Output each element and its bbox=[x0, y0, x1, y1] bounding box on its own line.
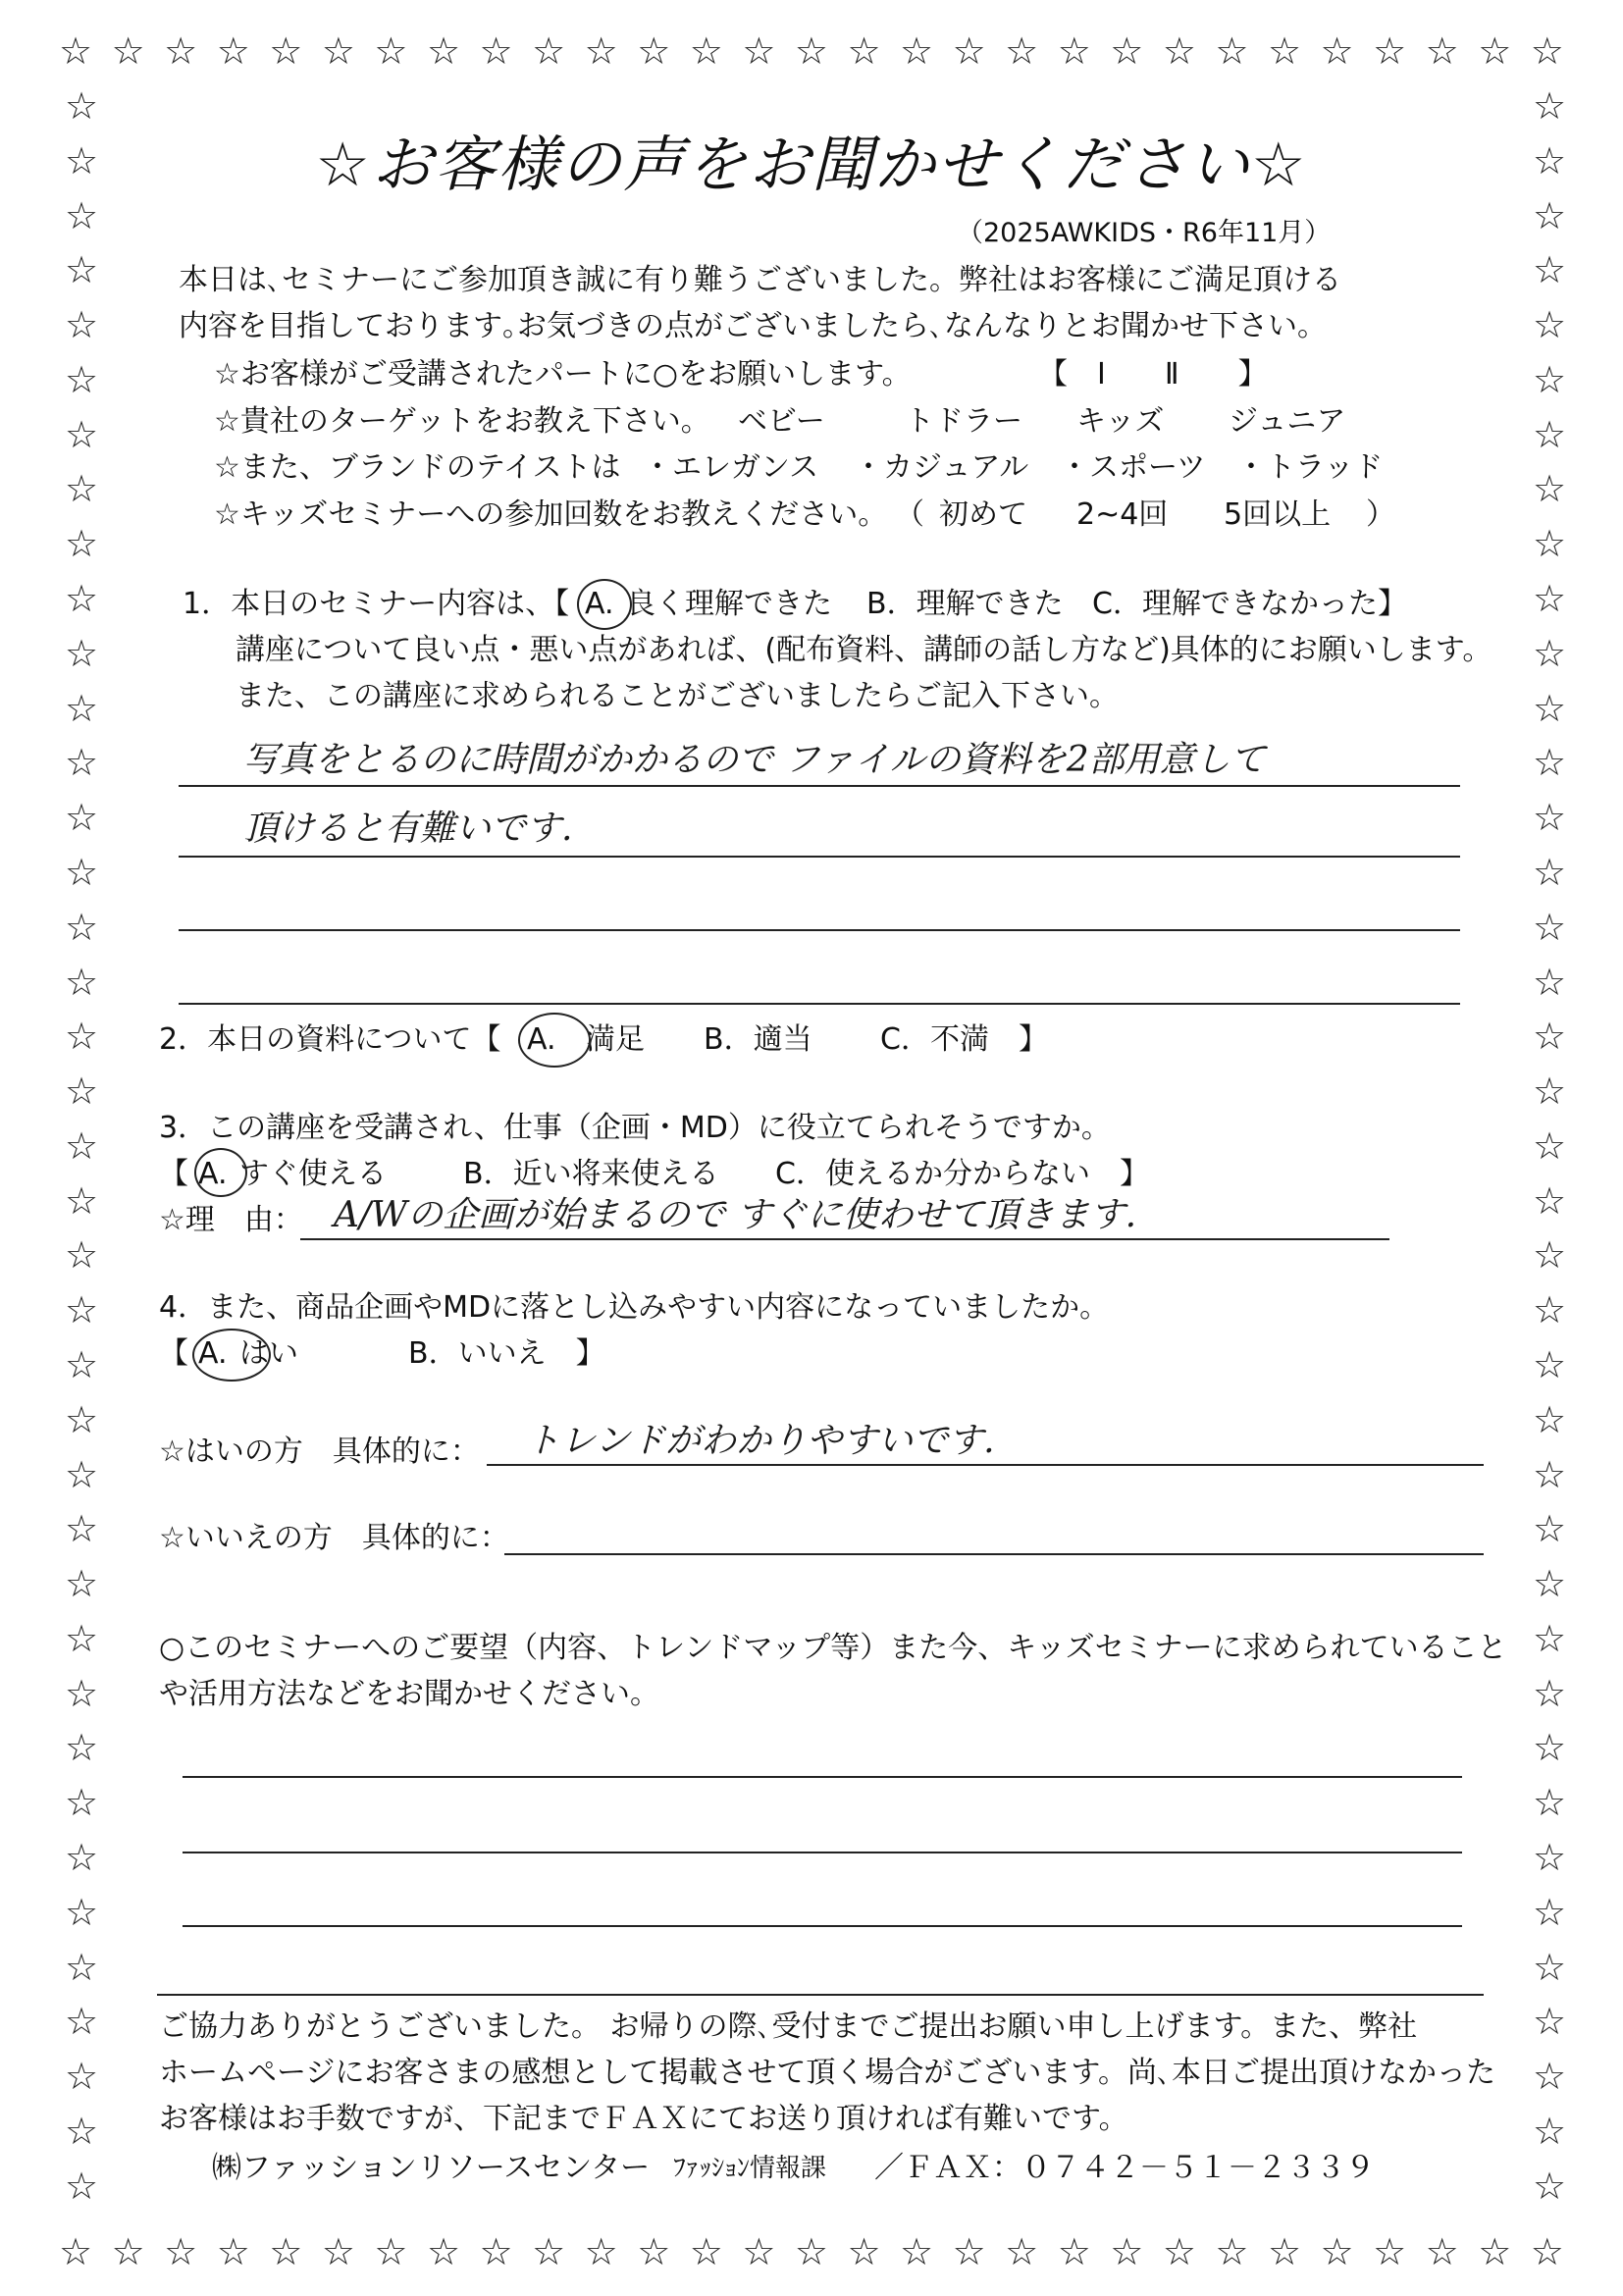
star-icon: ☆ bbox=[1533, 357, 1567, 401]
star-icon: ☆ bbox=[65, 303, 99, 347]
star-icon: ☆ bbox=[1533, 1945, 1567, 1989]
star-icon: ☆ bbox=[479, 2230, 513, 2273]
star-icon: ☆ bbox=[65, 1288, 99, 1332]
star-icon: ☆ bbox=[1005, 29, 1039, 73]
star-icon: ☆ bbox=[65, 2055, 99, 2099]
star-icon: ☆ bbox=[532, 29, 566, 73]
q1-answer-rule-2 bbox=[179, 856, 1460, 858]
star-icon: ☆ bbox=[1533, 467, 1567, 511]
star-icon: ☆ bbox=[1533, 741, 1567, 785]
target-option-baby[interactable]: ベビー bbox=[738, 404, 825, 439]
star-icon: ☆ bbox=[1533, 84, 1567, 128]
q4-question: 4．また、商品企画やMDに落とし込みやすい内容になっていましたか。 bbox=[159, 1290, 1110, 1325]
q5-line-1: ○このセミナーへのご要望（内容、トレンドマップ等）また今、キッズセミナーに求められていること bbox=[159, 1631, 1507, 1665]
star-icon: ☆ bbox=[65, 1507, 99, 1551]
star-icon: ☆ bbox=[1533, 412, 1567, 456]
star-icon: ☆ bbox=[1533, 1671, 1567, 1715]
star-icon: ☆ bbox=[65, 1890, 99, 1934]
part-options[interactable]: 【 Ⅰ Ⅱ 】 bbox=[1038, 357, 1268, 391]
star-icon: ☆ bbox=[59, 29, 93, 73]
star-icon: ☆ bbox=[1215, 2230, 1249, 2273]
star-icon: ☆ bbox=[1533, 1836, 1567, 1879]
intro-line-1: 本日は､セミナーにご参加頂き誠に有り難うございました。弊社はお客様にご満足頂ける bbox=[179, 263, 1341, 297]
q3-reason-label: ☆理 由： bbox=[159, 1203, 303, 1237]
star-icon: ☆ bbox=[1057, 2230, 1091, 2273]
star-icon: ☆ bbox=[742, 29, 776, 73]
q4-selected-circle bbox=[192, 1329, 271, 1382]
star-icon: ☆ bbox=[689, 2230, 723, 2273]
star-icon: ☆ bbox=[1533, 1397, 1567, 1441]
star-icon: ☆ bbox=[1533, 1781, 1567, 1825]
star-icon: ☆ bbox=[269, 2230, 303, 2273]
star-icon: ☆ bbox=[65, 2164, 99, 2208]
star-icon: ☆ bbox=[374, 29, 408, 73]
count-open-paren: （ bbox=[895, 497, 924, 532]
footer-divider bbox=[157, 1994, 1484, 1996]
star-icon: ☆ bbox=[65, 1178, 99, 1223]
star-icon: ☆ bbox=[426, 29, 461, 73]
star-icon: ☆ bbox=[847, 2230, 881, 2273]
q1-answer-line-1[interactable]: 写真をとるのに時間がかかるので ファイルの資料を2部用意して bbox=[243, 740, 1266, 780]
star-icon: ☆ bbox=[1478, 29, 1512, 73]
footer-line-2: ホームページにお客さまの感想として掲載させて頂く場合がございます。尚､本日ご提出頂けなかった bbox=[159, 2056, 1495, 2090]
q3-selected-circle bbox=[194, 1148, 247, 1197]
taste-options bbox=[643, 448, 1383, 488]
star-icon: ☆ bbox=[1267, 2230, 1302, 2273]
star-icon: ☆ bbox=[1533, 1616, 1567, 1660]
star-icon: ☆ bbox=[65, 193, 99, 237]
count-question: ☆キッズセミナーへの参加回数をお教えください。 bbox=[214, 497, 888, 532]
q1-option-b[interactable]: B．理解できた bbox=[866, 587, 1064, 621]
q2-prefix: 2．本日の資料について【 bbox=[159, 1022, 501, 1057]
star-icon: ☆ bbox=[1373, 29, 1407, 73]
q3-question: 3．この講座を受講され、仕事（企画・MD）に役立てられそうですか。 bbox=[159, 1111, 1111, 1145]
star-icon: ☆ bbox=[1320, 2230, 1354, 2273]
star-icon: ☆ bbox=[584, 29, 618, 73]
q1-line-3: また、この講座に求められることがございましたらご記入下さい。 bbox=[236, 679, 1119, 713]
q1-line-2: 講座について良い点・悪い点があれば、(配布資料、講師の話し方など)具体的にお願いします。 bbox=[236, 633, 1492, 667]
star-icon: ☆ bbox=[65, 1342, 99, 1386]
star-icon: ☆ bbox=[1162, 2230, 1196, 2273]
q4-no-label: ☆いいえの方 具体的に： bbox=[159, 1521, 509, 1555]
count-option-5plus[interactable]: 5回以上 bbox=[1224, 497, 1332, 532]
star-icon: ☆ bbox=[1320, 29, 1354, 73]
star-icon: ☆ bbox=[111, 29, 145, 73]
q4-open-bracket: 【 bbox=[159, 1336, 188, 1371]
q4-yes-answer[interactable]: トレンドがわかりやすいです. bbox=[525, 1421, 995, 1461]
star-icon: ☆ bbox=[164, 2230, 198, 2273]
star-icon: ☆ bbox=[900, 2230, 934, 2273]
star-icon: ☆ bbox=[65, 248, 99, 292]
star-icon: ☆ bbox=[374, 2230, 408, 2273]
star-icon: ☆ bbox=[1533, 905, 1567, 949]
star-icon: ☆ bbox=[1110, 29, 1144, 73]
star-icon: ☆ bbox=[794, 29, 828, 73]
star-icon: ☆ bbox=[1530, 2230, 1564, 2273]
q5-line-2: や活用方法などをお聞かせください。 bbox=[159, 1677, 659, 1711]
taste-option-casual[interactable]: ・カジュアル bbox=[854, 450, 1029, 485]
star-icon: ☆ bbox=[65, 467, 99, 511]
star-icon: ☆ bbox=[1533, 303, 1567, 347]
star-icon: ☆ bbox=[479, 29, 513, 73]
company-name: ㈱ファッションリソースセンター bbox=[212, 2151, 651, 2185]
star-icon: ☆ bbox=[65, 577, 99, 621]
star-icon: ☆ bbox=[1533, 248, 1567, 292]
star-icon: ☆ bbox=[1533, 522, 1567, 566]
q1-question bbox=[183, 585, 1407, 624]
star-icon: ☆ bbox=[1533, 1726, 1567, 1770]
star-icon: ☆ bbox=[1530, 29, 1564, 73]
q2-option-b[interactable]: B．適当 bbox=[704, 1022, 812, 1057]
star-icon: ☆ bbox=[65, 850, 99, 894]
star-icon: ☆ bbox=[1057, 29, 1091, 73]
intro-line-2: 内容を目指しております｡お気づきの点がございましたら､なんなりとお聞かせ下さい。 bbox=[179, 309, 1327, 343]
taste-option-sports[interactable]: ・スポーツ bbox=[1060, 450, 1206, 485]
star-icon: ☆ bbox=[65, 1233, 99, 1278]
department-name: ﾌｧｯｼｮﾝ情報課 bbox=[673, 2154, 827, 2183]
star-icon: ☆ bbox=[65, 631, 99, 675]
page-title: ☆お客様の声をお聞かせください☆ bbox=[315, 129, 1308, 200]
star-icon: ☆ bbox=[1533, 1178, 1567, 1223]
q4-option-a[interactable]: A. bbox=[198, 1336, 228, 1371]
target-option-kids[interactable]: キッズ bbox=[1076, 404, 1165, 439]
target-option-junior[interactable]: ジュニア bbox=[1229, 404, 1346, 439]
star-icon: ☆ bbox=[1533, 193, 1567, 237]
taste-option-elegance[interactable]: ・エレガンス bbox=[643, 450, 819, 485]
q3-option-b[interactable]: B．近い将来使える bbox=[463, 1157, 719, 1191]
q4-yes-label: ☆はいの方 具体的に： bbox=[159, 1435, 480, 1469]
star-icon: ☆ bbox=[1215, 29, 1249, 73]
star-icon: ☆ bbox=[164, 29, 198, 73]
star-icon: ☆ bbox=[1533, 686, 1567, 730]
star-icon: ☆ bbox=[1533, 1562, 1567, 1606]
star-border-left bbox=[65, 86, 108, 2206]
part-question: ☆お客様がご受講されたパートに○をお願いします。 bbox=[214, 357, 912, 391]
count-option-2-4[interactable]: 2~4回 bbox=[1076, 497, 1169, 532]
star-icon: ☆ bbox=[65, 1836, 99, 1879]
star-icon: ☆ bbox=[65, 1726, 99, 1770]
star-icon: ☆ bbox=[65, 412, 99, 456]
star-icon: ☆ bbox=[637, 2230, 671, 2273]
q1-answer-rule-3 bbox=[179, 929, 1460, 931]
star-icon: ☆ bbox=[1478, 2230, 1512, 2273]
count-close-paren: ） bbox=[1366, 497, 1395, 532]
star-icon: ☆ bbox=[65, 1015, 99, 1059]
star-icon: ☆ bbox=[65, 796, 99, 840]
q1-answer-rule-1 bbox=[179, 785, 1460, 787]
target-option-toddler[interactable]: トドラー bbox=[905, 404, 1022, 439]
star-icon: ☆ bbox=[847, 29, 881, 73]
star-icon: ☆ bbox=[1533, 960, 1567, 1004]
star-icon: ☆ bbox=[742, 2230, 776, 2273]
star-icon: ☆ bbox=[65, 1945, 99, 1989]
star-icon: ☆ bbox=[1533, 1288, 1567, 1332]
star-icon: ☆ bbox=[426, 2230, 461, 2273]
q1-answer-line-2[interactable]: 頂けると有難いです. bbox=[243, 809, 573, 849]
star-icon: ☆ bbox=[269, 29, 303, 73]
star-icon: ☆ bbox=[1533, 2164, 1567, 2208]
star-icon: ☆ bbox=[216, 2230, 250, 2273]
star-icon: ☆ bbox=[65, 1671, 99, 1715]
footer-line-3: お客様はお手数ですが、下記までＦＡＸにてお送り頂ければ有難いです。 bbox=[159, 2102, 1128, 2136]
star-icon: ☆ bbox=[65, 1397, 99, 1441]
star-icon: ☆ bbox=[59, 2230, 93, 2273]
fax-number: ／ＦＡＸ：０７４２－５１－２３３９ bbox=[874, 2151, 1375, 2185]
taste-question: ☆また、ブランドのテイストは bbox=[214, 450, 621, 485]
q3-open-bracket: 【 bbox=[159, 1157, 188, 1191]
star-icon: ☆ bbox=[532, 2230, 566, 2273]
q5-answer-rule-1 bbox=[183, 1776, 1462, 1778]
star-icon: ☆ bbox=[65, 2000, 99, 2044]
star-icon: ☆ bbox=[65, 522, 99, 566]
star-icon: ☆ bbox=[321, 2230, 355, 2273]
star-border-right bbox=[1533, 86, 1576, 2206]
star-icon: ☆ bbox=[794, 2230, 828, 2273]
star-icon: ☆ bbox=[1533, 2109, 1567, 2153]
star-icon: ☆ bbox=[65, 960, 99, 1004]
q2-question bbox=[159, 1020, 1048, 1060]
star-icon: ☆ bbox=[321, 29, 355, 73]
q3-reason-rule bbox=[300, 1238, 1389, 1240]
q2-selected-circle bbox=[518, 1013, 591, 1068]
survey-code: （2025AWKIDS・R6年11月） bbox=[957, 218, 1332, 248]
star-icon: ☆ bbox=[65, 1123, 99, 1168]
star-border-bottom bbox=[59, 2232, 1564, 2271]
q3-option-a[interactable]: A. bbox=[198, 1157, 228, 1191]
star-icon: ☆ bbox=[65, 741, 99, 785]
q3-options bbox=[159, 1155, 1149, 1194]
star-icon: ☆ bbox=[1533, 1123, 1567, 1168]
star-icon: ☆ bbox=[1373, 2230, 1407, 2273]
q1-answer-rule-4 bbox=[179, 1003, 1460, 1005]
q4-option-b[interactable]: B．いいえ 】 bbox=[408, 1336, 605, 1371]
star-icon: ☆ bbox=[1533, 577, 1567, 621]
q2-option-c[interactable]: C．不満 】 bbox=[880, 1022, 1048, 1057]
star-icon: ☆ bbox=[1533, 138, 1567, 183]
star-icon: ☆ bbox=[637, 29, 671, 73]
star-icon: ☆ bbox=[1425, 2230, 1459, 2273]
q1-selected-circle bbox=[577, 579, 632, 630]
star-icon: ☆ bbox=[65, 84, 99, 128]
star-icon: ☆ bbox=[1533, 631, 1567, 675]
star-icon: ☆ bbox=[952, 29, 986, 73]
q1-option-c[interactable]: C．理解できなかった】 bbox=[1092, 587, 1407, 621]
star-icon: ☆ bbox=[1533, 2000, 1567, 2044]
star-icon: ☆ bbox=[65, 138, 99, 183]
star-icon: ☆ bbox=[1533, 796, 1567, 840]
star-icon: ☆ bbox=[1425, 29, 1459, 73]
star-icon: ☆ bbox=[65, 2109, 99, 2153]
star-icon: ☆ bbox=[65, 686, 99, 730]
star-icon: ☆ bbox=[1533, 1342, 1567, 1386]
q2-option-a-text: 満足 bbox=[586, 1022, 645, 1057]
q4-yes-rule bbox=[487, 1464, 1484, 1466]
q5-answer-rule-3 bbox=[183, 1925, 1462, 1927]
q2-option-a[interactable]: A. bbox=[527, 1022, 556, 1057]
count-option-first[interactable]: 初めて bbox=[939, 497, 1027, 532]
target-options bbox=[738, 402, 1345, 442]
star-icon: ☆ bbox=[1267, 29, 1302, 73]
target-question: ☆貴社のターゲットをお教え下さい。 bbox=[214, 404, 710, 439]
star-icon: ☆ bbox=[1533, 1070, 1567, 1114]
footer-contact bbox=[212, 2149, 1375, 2188]
star-icon: ☆ bbox=[65, 1070, 99, 1114]
star-icon: ☆ bbox=[900, 29, 934, 73]
star-icon: ☆ bbox=[1533, 1233, 1567, 1278]
q3-option-a-text: すぐ使える bbox=[239, 1157, 387, 1191]
star-icon: ☆ bbox=[65, 905, 99, 949]
star-icon: ☆ bbox=[1162, 29, 1196, 73]
count-options bbox=[895, 496, 1395, 535]
star-icon: ☆ bbox=[65, 1562, 99, 1606]
star-icon: ☆ bbox=[65, 1781, 99, 1825]
star-icon: ☆ bbox=[65, 1452, 99, 1496]
star-icon: ☆ bbox=[111, 2230, 145, 2273]
star-icon: ☆ bbox=[1533, 1452, 1567, 1496]
star-icon: ☆ bbox=[1533, 1890, 1567, 1934]
star-icon: ☆ bbox=[1533, 850, 1567, 894]
star-icon: ☆ bbox=[584, 2230, 618, 2273]
star-icon: ☆ bbox=[1005, 2230, 1039, 2273]
star-icon: ☆ bbox=[65, 357, 99, 401]
q5-answer-rule-2 bbox=[183, 1852, 1462, 1853]
footer-line-1: ご協力ありがとうございました。 お帰りの際､受付までご提出お願い申し上げます。また、弊社 bbox=[159, 2009, 1418, 2044]
star-icon: ☆ bbox=[952, 2230, 986, 2273]
star-icon: ☆ bbox=[1533, 2055, 1567, 2099]
star-icon: ☆ bbox=[216, 29, 250, 73]
q4-no-rule bbox=[504, 1553, 1484, 1555]
star-icon: ☆ bbox=[1533, 1507, 1567, 1551]
star-border-top bbox=[59, 31, 1564, 71]
q3-reason-answer[interactable]: A/Wの企画が始まるので すぐに使わせて頂きます. bbox=[334, 1195, 1137, 1235]
q1-option-a[interactable]: A. bbox=[585, 587, 614, 621]
star-icon: ☆ bbox=[689, 29, 723, 73]
q1-option-a-text: 良く理解できた bbox=[626, 587, 832, 621]
taste-option-trad[interactable]: ・トラッド bbox=[1236, 450, 1384, 485]
q4-option-a-text: はい bbox=[239, 1336, 298, 1371]
star-icon: ☆ bbox=[1533, 1015, 1567, 1059]
q1-prefix: 1．本日のセミナー内容は、【 bbox=[183, 587, 570, 621]
q3-option-c[interactable]: C．使えるか分からない 】 bbox=[775, 1157, 1149, 1191]
star-icon: ☆ bbox=[1110, 2230, 1144, 2273]
star-icon: ☆ bbox=[65, 1616, 99, 1660]
